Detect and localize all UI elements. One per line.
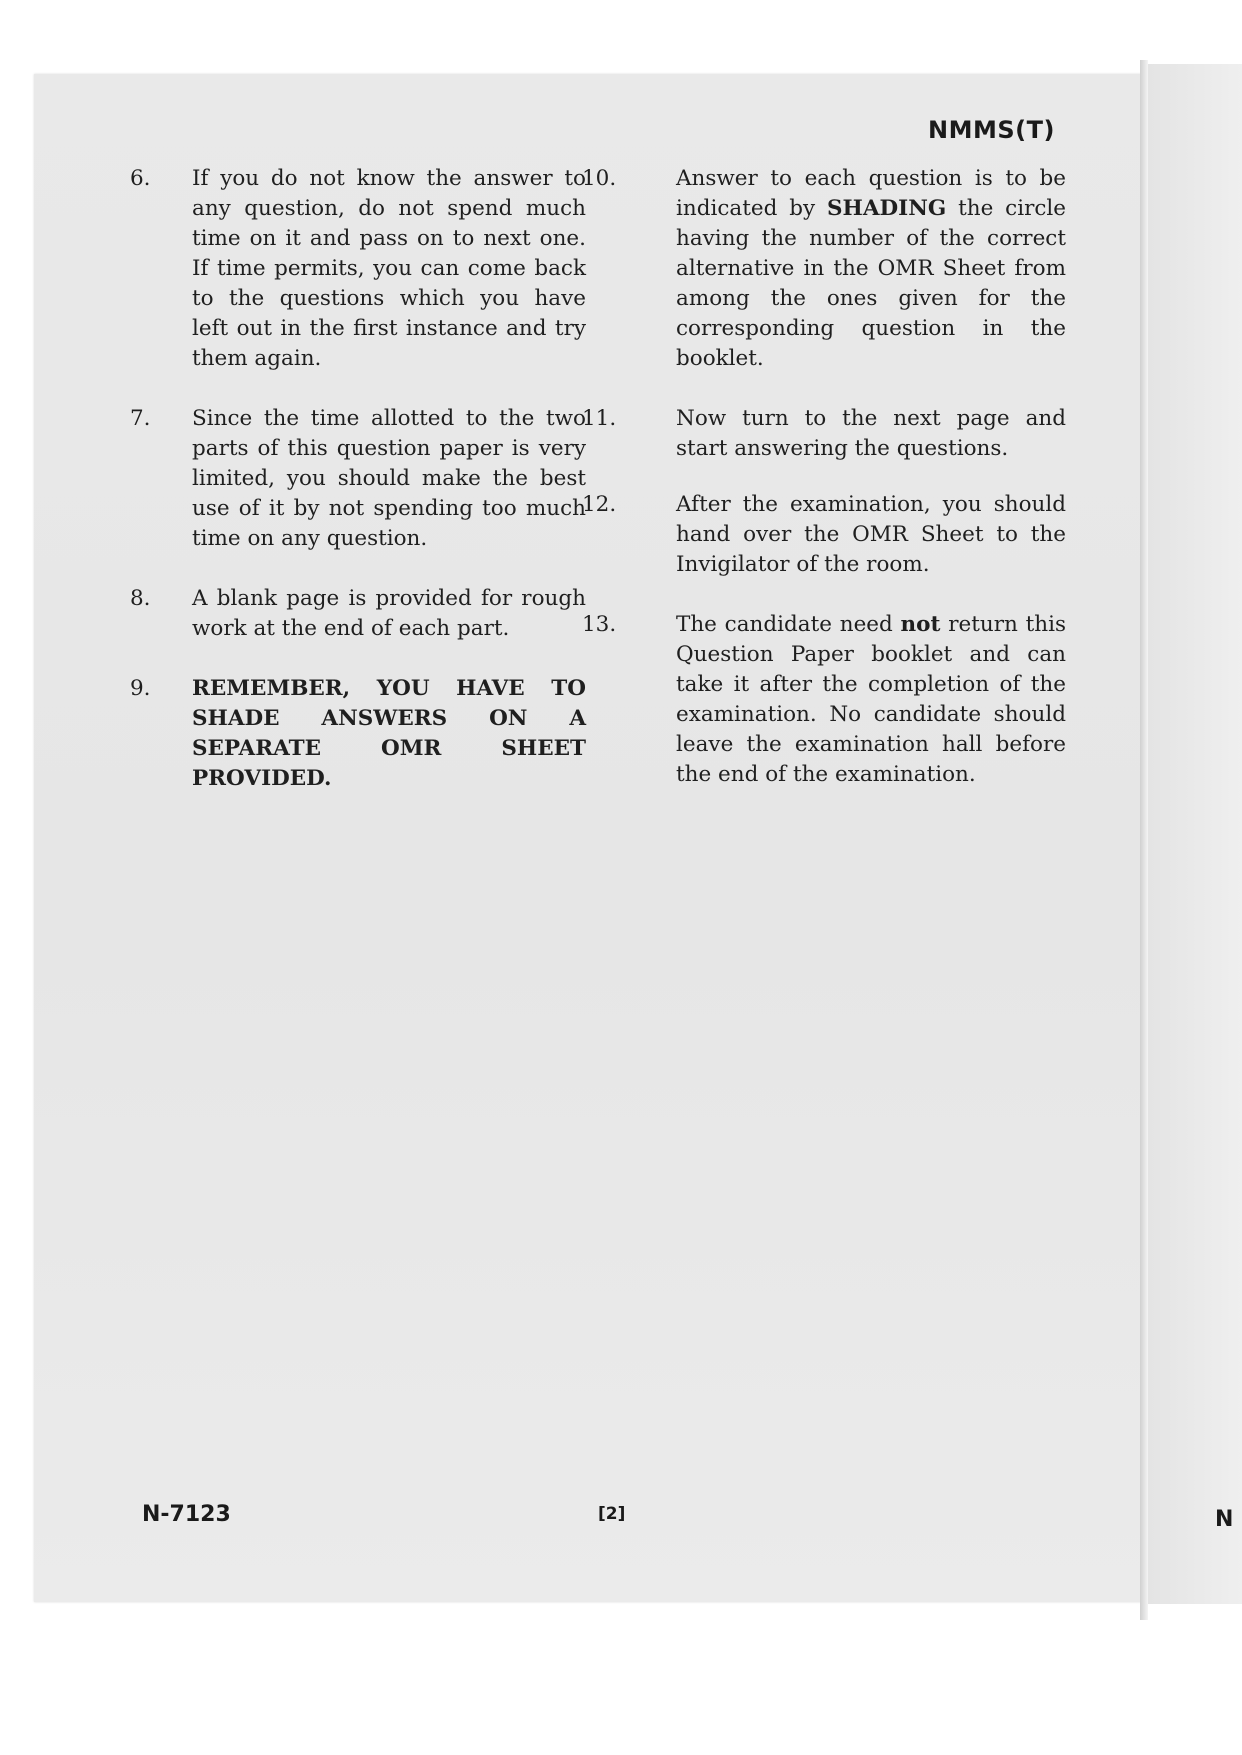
instruction-text: If you do not know the answer to any question, do not spend much time on it and pass on to next one. If time permits, you can come back to the questions which you have left out in the first instance and try them again. bbox=[192, 166, 586, 371]
bold-word: not bbox=[900, 612, 941, 637]
instruction-number: 13. bbox=[582, 612, 617, 637]
page-edge bbox=[1140, 60, 1148, 1620]
instruction-text: After the examination, you should hand over the OMR Sheet to the Invigilator of the room. bbox=[676, 492, 1066, 577]
instruction-number: 12. bbox=[582, 492, 617, 517]
instruction-text: A blank page is provided for rough work at the end of each part. bbox=[192, 586, 586, 641]
paper-code-header: NMMS(T) bbox=[928, 116, 1055, 144]
text-part: return this Question Paper booklet and can take it after the completion of the examination. No candidate should leave the examination hall before the end of the examination. bbox=[676, 612, 1066, 787]
bold-word: SHADING bbox=[826, 196, 947, 221]
text-part: the circle having the number of the correct alternative in the OMR Sheet from among the ones given for the corresponding question in the booklet. bbox=[676, 196, 1066, 371]
instruction-text bbox=[676, 610, 1066, 790]
instruction-number: 7. bbox=[130, 406, 151, 431]
instruction-number: 9. bbox=[130, 676, 151, 701]
instruction-text-emphasis: REMEMBER, YOU HAVE TO SHADE ANSWERS ON A SEPARATE OMR SHEET PROVIDED. bbox=[192, 676, 586, 791]
text-part: Answer to each question is to be indicated by bbox=[676, 166, 1066, 221]
instruction-text: Since the time allotted to the two parts of this question paper is very limited, you should make the best use of it by not spending too much time on any question. bbox=[192, 406, 586, 551]
page-number: [2] bbox=[598, 1504, 626, 1524]
text-part: The candidate need bbox=[676, 612, 901, 637]
next-page-letter: N bbox=[1215, 1507, 1234, 1532]
instruction-number: 10. bbox=[582, 166, 617, 191]
next-page-strip bbox=[1148, 64, 1242, 1604]
instruction-number: 8. bbox=[130, 586, 151, 611]
instruction-text bbox=[676, 164, 1066, 374]
instruction-number: 6. bbox=[130, 166, 151, 191]
instruction-number: 11. bbox=[582, 406, 617, 431]
paper-code-footer: N-7123 bbox=[142, 1502, 231, 1527]
instruction-text: Now turn to the next page and start answering the questions. bbox=[676, 406, 1066, 461]
